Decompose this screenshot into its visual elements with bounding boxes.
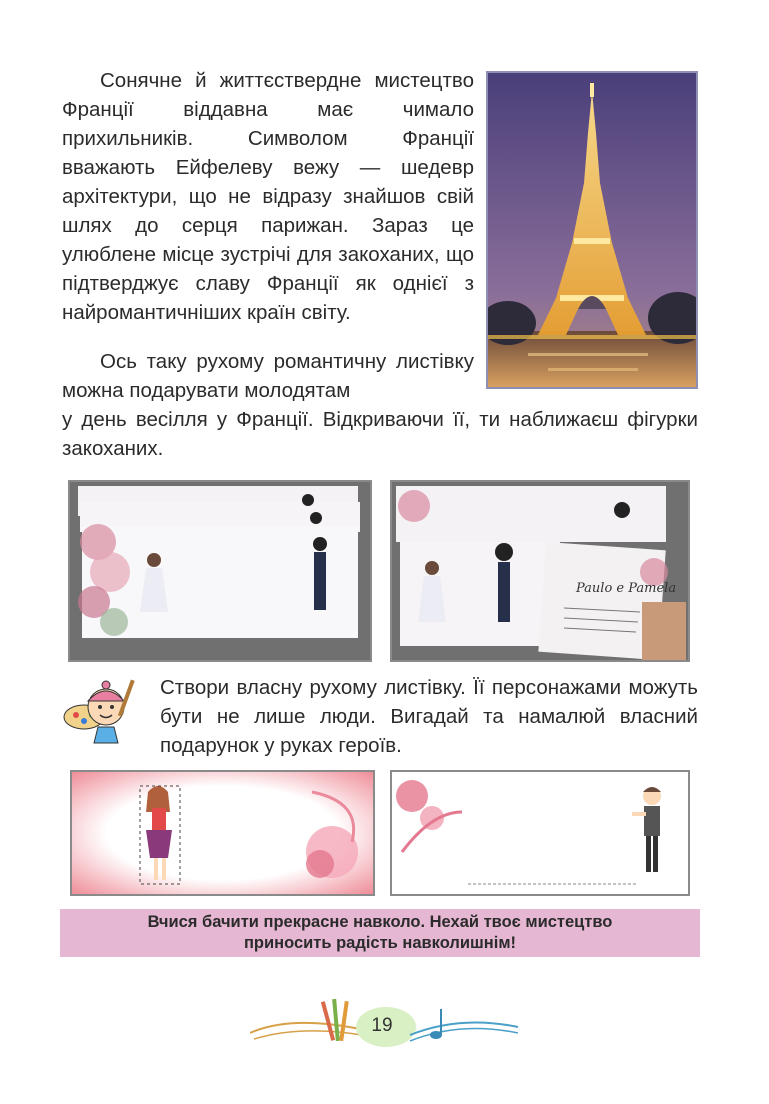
- page-number: 19: [371, 1015, 393, 1036]
- eiffel-tower-photo: [486, 71, 698, 389]
- motivational-banner: [60, 909, 700, 957]
- boy-card-template: [390, 770, 690, 896]
- closed-cards-photo: [68, 480, 372, 662]
- open-card-photo: [390, 480, 690, 662]
- banner-line-1: Вчися бачити прекрасне навколо. Нехай твоє мистецтво: [147, 913, 613, 931]
- painter-girl-icon: [62, 675, 148, 745]
- task-paragraph: Створи власну рухому листівку. Її персонажами можуть бути не лише люди. Вигадай та намалюй власний подарунок у руках героїв.: [160, 676, 698, 757]
- intro-paragraph: Сонячне й життєствердне мистецтво Франції віддавна має чимало прихильників. Символом Франції вважають Ейфелеву вежу — шедевр архітектури, що не відразу знайшов свій шлях до серця парижан. Зараз це улюблене місце зустрічі для закоханих, що підтверджує славу Франції як однієї з найромантичніших країн світу.: [62, 69, 474, 324]
- postcard-paragraph-start: Ось таку рухому романтичну листівку можна подарувати молодятам: [62, 350, 474, 402]
- postcard-paragraph-end: у день весілля у Франції. Відкриваючи її, ти наближаєш фігурки закоханих.: [62, 408, 698, 460]
- banner-line-2: приносить радість навколишнім!: [243, 934, 517, 952]
- girl-card-template: [70, 770, 375, 896]
- card-names-text: Paulo e Pamela: [576, 581, 677, 596]
